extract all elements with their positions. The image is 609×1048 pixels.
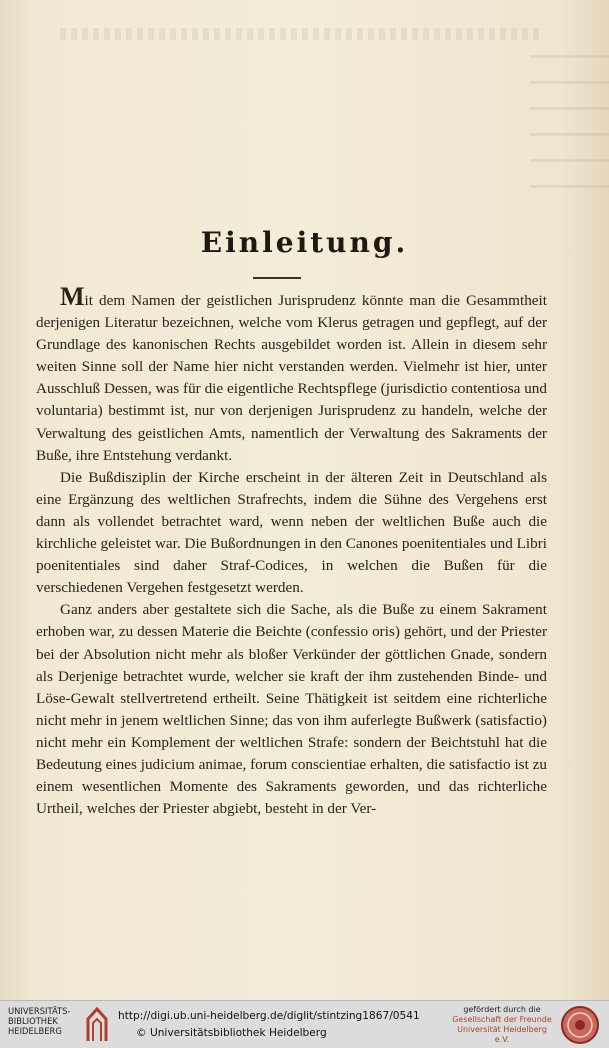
title-rule — [253, 277, 301, 279]
paragraph-1 — [36, 282, 547, 467]
paragraph-2 — [36, 467, 547, 600]
sponsor-line-2: Gesellschaft der Freunde — [452, 1015, 552, 1024]
seal-icon — [560, 1005, 600, 1045]
bleed-through-text — [60, 28, 540, 40]
copyright-text: © Universitätsbibliothek Heidelberg — [136, 1027, 327, 1039]
paragraph-3 — [36, 599, 547, 820]
library-name — [8, 1006, 71, 1036]
library-logo-icon — [84, 1005, 110, 1043]
sponsor-block — [452, 1005, 552, 1045]
library-name-text: UNIVERSITÄTS- BIBLIOTHEK HEIDELBERG — [8, 1006, 71, 1036]
paragraph-1-text: it dem Namen der geistlichen Jurisprudenz könnte man die Gesammtheit derjenigen Literatur bezeichnen, welche vom Klerus getragen und gepflegt, auf der Grundlage des kanonischen Rechts ausgebildet worden ist. Allein in diesem sehr weiten Sinne soll der Name hier nicht verstanden werden. Vielmehr ist hier, unter Ausschluß Dessen, was für die eigentliche Rechtspflege (jurisdictio contentiosa und voluntaria) bestimmt ist, nur von derjenigen Jurisprudenz zu handeln, welche der Verwaltung des geistlichen Amts, namentlich der Verwaltung des Sakraments der Buße, ihre Entstehung verdankt. — [36, 292, 547, 464]
drop-cap: M — [60, 282, 85, 311]
page-title: Einleitung. — [200, 226, 409, 259]
paragraph-2-text: Die Bußdisziplin der Kirche erscheint in der älteren Zeit in Deutschland als eine Ergänzung des weltlichen Strafrechts, indem die Sühne des Vergehens erst dann als vollendet betrachtet ward, wenn neben der weltlichen Buße auch die kirchliche geleistet war. Die Bußordnungen in den Canones poenitentiales und Libri poenitentiales sind daher Straf-Codices, in welchen die Bußen für die verschiedenen Vergehen festgesetzt werden. — [36, 468, 547, 597]
bleed-through-margin — [530, 55, 609, 205]
paragraph-3-text: Ganz anders aber gestaltete sich die Sache, als die Buße zu einem Sakrament erhoben war, zu dessen Materie die Beichte (confessio oris) gehört, und der Priester bei der Absolution nicht mehr als bloßer Verkünder der göttlichen Gnade, sondern als Derjenige betrachtet wurde, welcher sie kraft der ihm zustehenden Binde- und Löse-Gewalt stellvertretend ertheilt. Seine Thätigkeit ist seitdem eine richterliche nicht mehr in jenem weltlichen Sinne; das von ihm auferlegte Bußwerk (satisfactio) nicht mehr ein Komplement der weltlichen Strafe: sondern der Beichtstuhl hat die Bedeutung eines judicium animae, forum conscientiae erhalten, die satisfactio ist zu einem wesentlichen Momente des Sakraments geworden, und das richterliche Urtheil, welches der Priester abgiebt, besteht in der Ver- — [36, 601, 547, 818]
body-text — [36, 282, 547, 820]
sponsor-line-1: gefördert durch die — [463, 1005, 541, 1014]
citation-url[interactable]: http://digi.ub.uni-heidelberg.de/diglit/stintzing1867/0541 — [118, 1010, 420, 1022]
footer-bar — [0, 1000, 609, 1048]
sponsor-line-3: Universität Heidelberg e.V. — [457, 1025, 547, 1044]
